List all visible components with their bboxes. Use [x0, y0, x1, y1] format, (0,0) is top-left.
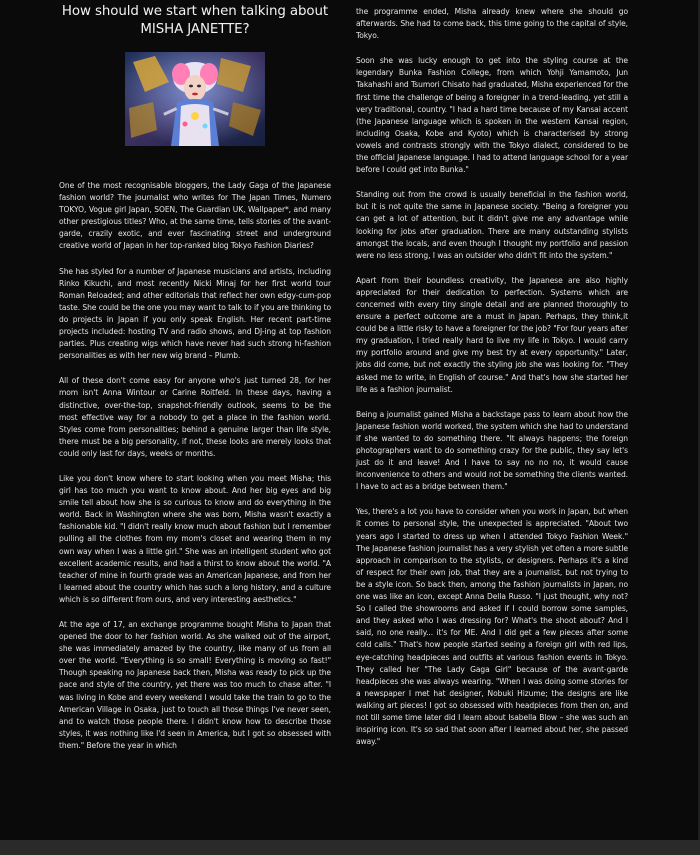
article-title: [59, 3, 331, 38]
bottom-bar: [0, 840, 700, 855]
paragraph: All of these don't come easy for anyone who's just turned 28, for her mom isn't Anna Wintour or Carine Roitfeld. In these days, having a distinctive, over-the-top, snapshot-friendly outlook, seems to be the most effective way for a nobody to get a place in the fashion world. Styles come from personalities; behind a genuine larger than life style, there must be a big personality, if not, these looks are merely looks that could only last for days, weeks or months.: [59, 376, 331, 458]
paragraph: At the age of 17, an exchange programme bought Misha to Japan that opened the door to her fashion world. As she walked out of the airport, she was immediately amazed by the country, like many of us from all over the world. "Everything is so small! Everything is moving so fast!" Though speaking no Japanese back then, Misha was ready to pick up the pace and style of the country, yet there was too much to chase after. "I was living in Kobe and every weekend I would take the train to go to the American Village in Osaka, just to touch all those things I've never seen, and to watch those people there. I didn't know how to describe those styles, it was nothing like I'd seen in America, but I got so obsessed with them." Before the year in which: [59, 620, 331, 750]
paragraph: Yes, there's a lot you have to consider when you work in Japan, but when it comes to personal style, the unexpected is appreciated. "About two years ago I started to dress up when I attended Tokyo Fashion Week." The Japanese fashion journalist has a very stylish yet often a more subtle approach in comparison to the stylists, or designers. Perhaps it's a kind of respect for their own job, that they are a journalist, but not trying to be a style icon. So back then, among the fashion journalists in Japan, no one was like an icon, except Anna Della Russo. "I just thought, why not? So I called the showrooms and asked if I could borrow some samples, and they asked who I was dressing for? What's the shoot about? And I said, no one really... it's for ME. And I did get a few pieces after some cold calls." That's how people started seeing a foreign girl with red lips, eye-catching headpieces and outfits at various fashion events in Tokyo. They called her "The Lady Gaga Girl" because of the avant-garde headpieces she was always wearing. "When I was doing some stories for a newspaper I met hat designer, Nobuki Hizume; the designs are like walking art pieces! I got so obsessed with headpieces from then on, and not till some time later did I learn about Isabella Blow – she was such an inspiring icon. It's so sad that soon after I learned about her, she passed away.": [356, 507, 628, 747]
paragraph: One of the most recognisable bloggers, the Lady Gaga of the Japanese fashion world? The journalist who writes for The Japan Times, Numero TOKYO, Vogue girl Japan, SOEN, The Guardian UK, Wallpaper*, and many other prestigious titles? Who, at the same time, tells stories of the avant-garde, crazily exotic, and ever fascinating street and underground creative world of Japan in her top-ranked blog Tokyo Fashion Diaries?: [59, 181, 331, 251]
title-line-2: MISHA JANETTE?: [140, 21, 250, 37]
paragraph: the programme ended, Misha already knew where she should go afterwards. She had to come back, this time going to the capital of style, Tokyo.: [356, 7, 628, 41]
misha-janette-photo: [125, 52, 265, 146]
left-body: [59, 180, 331, 752]
paragraph: She has styled for a number of Japanese musicians and artists, including Rinko Kikuchi, and most recently Nicki Minaj for her first world tour Roman Reloaded; and other editorials that reflect her own edgy-cum-pop taste. She could be the one you may want to talk to if you are thinking to do projects in Japan if you only speak English. Her recent part-time projects included: hosting TV and radio shows, and DJ-ing at top fashion parties. Plus creating wigs which have never had such strong hi-fashion personalities as with her new wig brand – Plumb.: [59, 266, 331, 361]
paragraph: Being a journalist gained Misha a backstage pass to learn about how the Japanese fashion world worked, the system which she had to understand if she wanted to do something there. "It always happens; the foreign photographers want to do something crazy for the public, they say let's just do it and leave! And I have to say no no no, it would cause inconvenience to others and would not be something the clients wanted. I have to act as a bridge between them.": [356, 409, 628, 492]
paragraph: Apart from their boundless creativity, the Japanese are also highly appreciated for their dedication to perfection. Systems which are concerned with every tiny single detail and are planned thoroughly to ensure a perfect outcome are a must in Japan. Perhaps, they think,it could be a little risky to have a foreigner for the job? "For four years after my graduation, I tried really hard to live my life in Tokyo. I would carry my portfolio around and give my best try at every opportunity." Later, jobs did come, but not exactly the styling job she was looking for. "They asked me to write, in English of course." And that's how she started her life as a fashion journalist.: [356, 275, 628, 394]
paragraph: Like you don't know where to start looking when you meet Misha; this girl has too much you want to know about. And her big eyes and big smile tell about how she is so curious to know and do everything in the world. Back in Washington where she was born, Misha wasn't exactly a fashionable kid. "I didn't really know much about fashion but I remember pulling all the clothes from my mom's closet and wearing them in my own way when I was a little girl." She was an intelligent student who got excellent academic results, and had a thirst to know about the world. "A teacher of mine in fourth grade was an American Japanese, and from her I learned about the country which has such a long history, and a culture which is so different from ours, and very interesting aesthetics.": [59, 473, 331, 604]
left-column: [59, 0, 331, 765]
paragraph: Standing out from the crowd is usually beneficial in the fashion world, but it is not quite the same in Japanese society. "Being a foreigner you can get a lot of attention, but it didn't give me any advantage while looking for jobs after graduation. There are many outstanding stylists amongst the locals, and even though I thought my portfolio and passion were no less strong, I was an outsider who didn't fit into the system.": [356, 190, 628, 260]
paragraph: Soon she was lucky enough to get into the styling course at the legendary Bunka Fashion College, from which Yohji Yamamoto, Jun Takahashi and Tsumori Chisato had graduated, Misha experienced for the first time the challenge of being a foreigner in a trend-leading, yet still a very traditional, country. "I had a hard time because of my Kansai accent (the Japanese language which is spoken in the western Kansai region, including Osaka, Kobe and Kyoto) which is characterised by strong vowels and contrasts strongly with the Tokyo dialect, considered to be the official Japanese language. I had to attend language school for a year before I could get into Bunka.": [356, 56, 628, 175]
right-body: [356, 6, 628, 748]
right-column: [356, 0, 628, 761]
title-line-1: How should we start when talking about: [61, 4, 329, 19]
